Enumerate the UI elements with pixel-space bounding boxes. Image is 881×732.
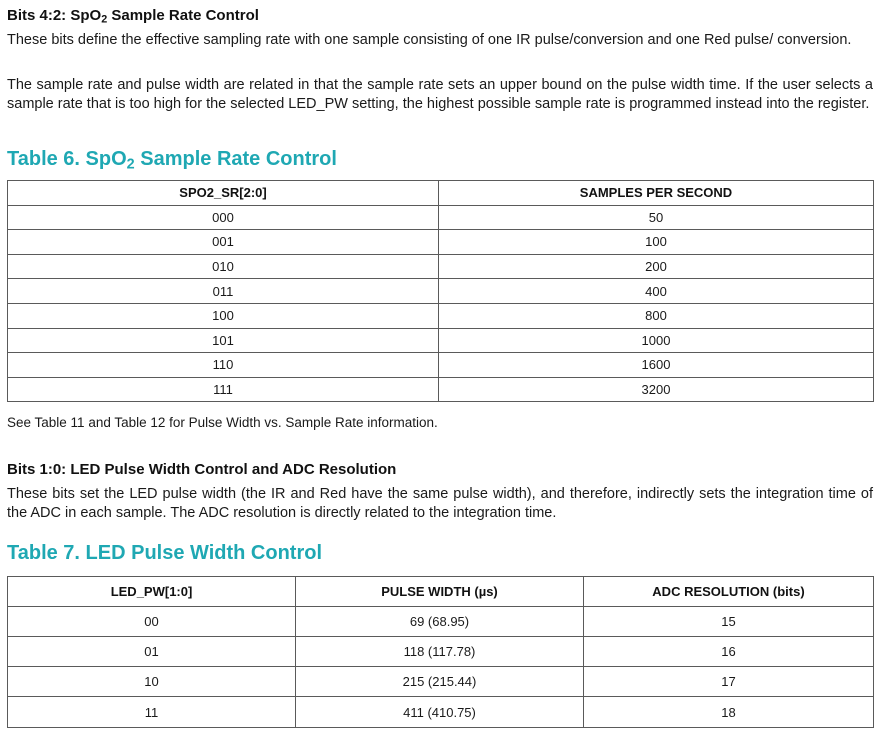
table-row [8,279,874,304]
column-header: ADC RESOLUTION (bits) [584,577,874,607]
table-row [8,667,874,697]
title-subscript: 2 [126,156,135,173]
table-row [8,606,874,636]
table-cell: 50 [439,205,874,230]
table6-sample-rate [7,180,874,402]
section-heading-pulse-width: Bits 1:0: LED Pulse Width Control and ADC Resolution [7,461,397,478]
table-cell: 10 [8,667,296,697]
heading-text: Bits 4:2: SpO [7,7,102,24]
table-cell: 00 [8,606,296,636]
table-row [8,377,874,402]
column-header: PULSE WIDTH (µs) [296,577,584,607]
heading-subscript: 2 [101,13,108,26]
table-cell: 111 [8,377,439,402]
table-row [8,303,874,328]
table-cell: 800 [439,303,874,328]
paragraph-pulse-width: These bits set the LED pulse width (the IR and Red have the same pulse width), and therefore, indirectly sets the integration time of the ADC in each sample. The ADC resolution is directly related to the integration time. [7,486,873,521]
table-header-row [8,577,874,607]
paragraph-sample-definition: These bits define the effective sampling rate with one sample consisting of one IR pulse/conversion and one Red pulse/ conversion. [7,32,852,48]
table-cell: 15 [584,606,874,636]
table7-title: Table 7. LED Pulse Width Control [7,542,323,564]
table-cell: 3200 [439,377,874,402]
table-row [8,328,874,353]
column-header: SAMPLES PER SECOND [439,181,874,206]
table-row [8,353,874,378]
table-row [8,254,874,279]
table-row [8,205,874,230]
table-cell: 17 [584,667,874,697]
table-cell: 011 [8,279,439,304]
table-cell: 000 [8,205,439,230]
table-cell: 215 (215.44) [296,667,584,697]
table-cell: 1600 [439,353,874,378]
table-cell: 100 [8,303,439,328]
table6-title [7,147,337,171]
table-cell: 010 [8,254,439,279]
table-cell: 200 [439,254,874,279]
table-cell: 16 [584,636,874,666]
table-cell: 001 [8,230,439,255]
title-text: Sample Rate Control [134,148,337,170]
table-cell: 69 (68.95) [296,606,584,636]
table-row [8,636,874,666]
table-cell: 18 [584,697,874,727]
table-row [8,697,874,727]
title-text: Table 6. SpO [7,148,127,170]
column-header: SPO2_SR[2:0] [8,181,439,206]
table-cell: 100 [439,230,874,255]
column-header: LED_PW[1:0] [8,577,296,607]
table7-pulse-width [7,576,874,728]
table-cell: 400 [439,279,874,304]
table-cell: 411 (410.75) [296,697,584,727]
table-cell: 1000 [439,328,874,353]
table-cell: 01 [8,636,296,666]
paragraph-sample-pulse-relation: The sample rate and pulse width are related in that the sample rate sets an upper bound on the pulse width time. If the user selects a sample rate that is too high for the selected LED_PW setting, the highest possible sample rate is programmed instead into the register. [7,77,873,112]
table-cell: 101 [8,328,439,353]
table-row [8,230,874,255]
table-cell: 11 [8,697,296,727]
section-heading-sample-rate [7,7,259,25]
table-cell: 118 (117.78) [296,636,584,666]
table-header-row [8,181,874,206]
heading-text: Sample Rate Control [107,7,259,24]
table6-note: See Table 11 and Table 12 for Pulse Width vs. Sample Rate information. [7,415,438,430]
table-cell: 110 [8,353,439,378]
